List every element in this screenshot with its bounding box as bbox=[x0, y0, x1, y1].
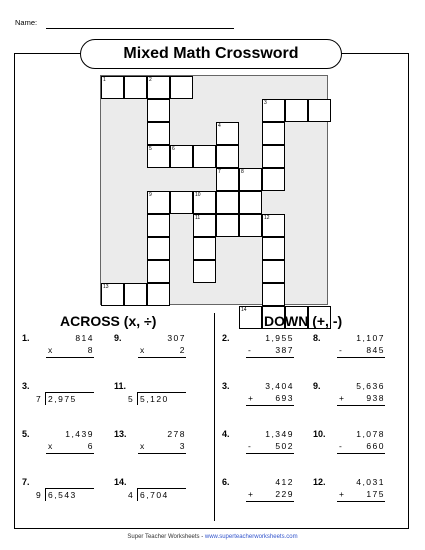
bottom-number: 8 bbox=[87, 345, 94, 355]
problem-number: 12. bbox=[313, 477, 326, 487]
grid-cell[interactable] bbox=[170, 76, 193, 99]
problem-number: 10. bbox=[313, 429, 326, 439]
answer-line bbox=[46, 357, 94, 358]
grid-cell[interactable] bbox=[239, 191, 262, 214]
crossword-grid bbox=[100, 75, 328, 313]
clue-number: 8 bbox=[241, 169, 244, 175]
bottom-number: 229 bbox=[275, 489, 294, 499]
grid-cell[interactable] bbox=[147, 260, 170, 283]
dividend: 6,704 bbox=[140, 490, 169, 500]
grid-cell[interactable] bbox=[170, 191, 193, 214]
grid-cell[interactable] bbox=[216, 214, 239, 237]
clue-number: 4 bbox=[218, 123, 221, 129]
grid-cell[interactable] bbox=[308, 99, 331, 122]
top-number: 412 bbox=[275, 477, 294, 487]
operator: + bbox=[339, 489, 344, 499]
problem-number: 4. bbox=[222, 429, 230, 439]
answer-line bbox=[337, 453, 385, 454]
grid-cell[interactable] bbox=[101, 76, 124, 99]
problem-number: 7. bbox=[22, 477, 30, 487]
problem-number: 1. bbox=[22, 333, 30, 343]
clue-number: 6 bbox=[172, 146, 175, 152]
answer-line bbox=[246, 453, 294, 454]
operator: - bbox=[339, 441, 342, 451]
top-number: 1,955 bbox=[265, 333, 294, 343]
name-label: Name: bbox=[15, 18, 38, 27]
operator: x bbox=[48, 441, 53, 451]
clue-number: 11 bbox=[195, 215, 201, 221]
grid-cell[interactable] bbox=[124, 283, 147, 306]
grid-cell[interactable] bbox=[147, 214, 170, 237]
bottom-number: 3 bbox=[179, 441, 186, 451]
clue-number: 2 bbox=[149, 77, 152, 83]
answer-line bbox=[246, 501, 294, 502]
clue-number: 14 bbox=[241, 307, 247, 313]
answer-line bbox=[138, 453, 186, 454]
bottom-number: 2 bbox=[179, 345, 186, 355]
grid-cell[interactable] bbox=[124, 76, 147, 99]
top-number: 1,078 bbox=[356, 429, 385, 439]
clue-number: 12 bbox=[264, 215, 270, 221]
bottom-number: 502 bbox=[275, 441, 294, 451]
grid-cell[interactable] bbox=[193, 145, 216, 168]
clue-number: 3 bbox=[264, 100, 267, 106]
dividend: 2,975 bbox=[48, 394, 77, 404]
top-number: 1,349 bbox=[265, 429, 294, 439]
answer-line bbox=[246, 357, 294, 358]
column-divider bbox=[214, 313, 215, 521]
top-number: 278 bbox=[167, 429, 186, 439]
top-number: 814 bbox=[75, 333, 94, 343]
answer-line bbox=[337, 405, 385, 406]
footer-url[interactable]: www.superteacherworksheets.com bbox=[204, 534, 298, 540]
bottom-number: 660 bbox=[366, 441, 385, 451]
bottom-number: 6 bbox=[87, 441, 94, 451]
top-number: 1,107 bbox=[356, 333, 385, 343]
operator: x bbox=[140, 441, 145, 451]
problem-number: 14. bbox=[114, 477, 127, 487]
name-line bbox=[46, 28, 234, 29]
operator: x bbox=[140, 345, 145, 355]
footer-text: Super Teacher Worksheets - bbox=[127, 534, 205, 540]
operator: + bbox=[248, 393, 253, 403]
clue-number: 1 bbox=[103, 77, 106, 83]
problem-number: 13. bbox=[114, 429, 127, 439]
grid-cell[interactable] bbox=[262, 237, 285, 260]
grid-cell[interactable] bbox=[193, 237, 216, 260]
grid-cell[interactable] bbox=[147, 99, 170, 122]
operator: - bbox=[248, 441, 251, 451]
grid-cell[interactable] bbox=[262, 168, 285, 191]
bottom-number: 693 bbox=[275, 393, 294, 403]
worksheet-title: Mixed Math Crossword bbox=[80, 39, 342, 69]
grid-cell[interactable] bbox=[285, 99, 308, 122]
answer-line bbox=[246, 405, 294, 406]
across-heading: ACROSS (x, ÷) bbox=[60, 313, 157, 329]
top-number: 307 bbox=[167, 333, 186, 343]
grid-cell[interactable] bbox=[147, 145, 170, 168]
grid-cell[interactable] bbox=[193, 214, 216, 237]
grid-cell[interactable] bbox=[216, 191, 239, 214]
grid-cell[interactable] bbox=[239, 214, 262, 237]
problem-number: 9. bbox=[313, 381, 321, 391]
operator: - bbox=[339, 345, 342, 355]
clue-number: 9 bbox=[149, 192, 152, 198]
operator: x bbox=[48, 345, 53, 355]
grid-cell[interactable] bbox=[147, 237, 170, 260]
grid-cell[interactable] bbox=[216, 122, 239, 145]
problem-number: 3. bbox=[22, 381, 30, 391]
clue-number: 13 bbox=[103, 284, 109, 290]
grid-cell[interactable] bbox=[262, 122, 285, 145]
bottom-number: 175 bbox=[366, 489, 385, 499]
grid-cell[interactable] bbox=[193, 260, 216, 283]
grid-cell[interactable] bbox=[193, 191, 216, 214]
answer-line bbox=[337, 357, 385, 358]
grid-cell[interactable] bbox=[216, 145, 239, 168]
divisor: 4 bbox=[128, 490, 135, 500]
grid-cell[interactable] bbox=[239, 168, 262, 191]
bottom-number: 387 bbox=[275, 345, 294, 355]
divisor: 7 bbox=[36, 394, 43, 404]
grid-cell[interactable] bbox=[101, 283, 124, 306]
top-number: 1,439 bbox=[65, 429, 94, 439]
answer-line bbox=[46, 453, 94, 454]
operator: - bbox=[248, 345, 251, 355]
bottom-number: 938 bbox=[366, 393, 385, 403]
problem-number: 11. bbox=[114, 381, 127, 391]
top-number: 5,636 bbox=[356, 381, 385, 391]
footer bbox=[0, 534, 425, 540]
grid-cell[interactable] bbox=[262, 260, 285, 283]
problem-number: 8. bbox=[313, 333, 321, 343]
top-number: 3,404 bbox=[265, 381, 294, 391]
divisor: 5 bbox=[128, 394, 135, 404]
problem-number: 6. bbox=[222, 477, 230, 487]
grid-cell[interactable] bbox=[262, 283, 285, 306]
clue-number: 5 bbox=[149, 146, 152, 152]
grid-cell[interactable] bbox=[262, 99, 285, 122]
problem-number: 3. bbox=[222, 381, 230, 391]
grid-cell[interactable] bbox=[216, 168, 239, 191]
problem-number: 5. bbox=[22, 429, 30, 439]
grid-cell[interactable] bbox=[147, 76, 170, 99]
grid-cell[interactable] bbox=[262, 214, 285, 237]
dividend: 5,120 bbox=[140, 394, 169, 404]
grid-cell[interactable] bbox=[147, 191, 170, 214]
clue-number: 10 bbox=[195, 192, 201, 198]
down-heading: DOWN (+, -) bbox=[264, 313, 343, 329]
answer-line bbox=[337, 501, 385, 502]
dividend: 6,543 bbox=[48, 490, 77, 500]
top-number: 4,031 bbox=[356, 477, 385, 487]
operator: + bbox=[339, 393, 344, 403]
divisor: 9 bbox=[36, 490, 43, 500]
grid-cell[interactable] bbox=[239, 306, 262, 329]
grid-cell[interactable] bbox=[170, 145, 193, 168]
bottom-number: 845 bbox=[366, 345, 385, 355]
grid-cell[interactable] bbox=[262, 145, 285, 168]
problem-number: 9. bbox=[114, 333, 122, 343]
answer-line bbox=[138, 357, 186, 358]
problem-number: 2. bbox=[222, 333, 230, 343]
grid-cell[interactable] bbox=[147, 122, 170, 145]
grid-cell[interactable] bbox=[147, 283, 170, 306]
operator: + bbox=[248, 489, 253, 499]
clue-number: 7 bbox=[218, 169, 221, 175]
